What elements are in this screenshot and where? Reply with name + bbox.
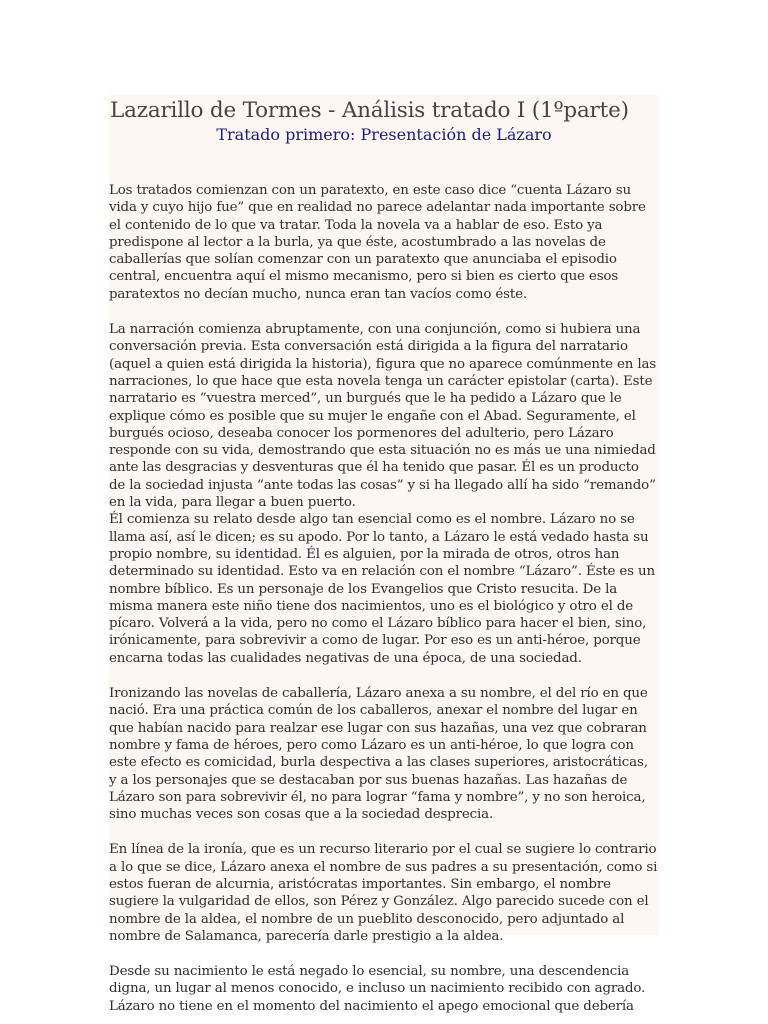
- document-page: [109, 95, 659, 1014]
- document-title: Lazarillo de Tormes - Análisis tratado I (1ºparte): [110, 98, 629, 123]
- document-body: [109, 182, 659, 1015]
- paragraph: La narración comienza abruptamente, con una conjunción, como si hubiera una conversación previa. Esta conversación está dirigida a la figura del narratario (aquel a quien está dirigida la historia), figura que no aparece comúnmente en las narraciones, lo que hace que esta novela tenga un carácter epistolar (carta). Este narratario es “vuestra merced”, un burgués que le ha pedido a Lázaro que le explique cómo es posible que su mujer le engañe con el Abad. Seguramente, el burgués ocioso, deseaba conocer los pormenores del adulterio, pero Lázaro responde con su vida, demostrando que esta situación no es más ue una nimiedad ante las desgracias y desventuras que él ha tenido que pasar. Él es un producto de la sociedad injusta “ante todas las cosas” y si ha llegado allí ha sido “remando” en la vida, para llegar a buen puerto.: [109, 322, 657, 511]
- paragraph: En línea de la ironía, que es un recurso literario por el cual se sugiere lo contrario a lo que se dice, Lázaro anexa el nombre de sus padres a su presentación, como si estos fueran de alcurnia, aristócratas importantes. Sin embargo, el nombre sugiere la vulgaridad de ellos, son Pérez y González. Algo parecido sucede con el nombre de la aldea, el nombre de un pueblito desconocido, pero adjuntado al nombre de Salamanca, parecería darle prestigio a la aldea.: [109, 842, 658, 944]
- paragraph: Desde su nacimiento le está negado lo esencial, su nombre, una descendencia digna, un lugar al menos conocido, e incluso un nacimiento recibido con agrado. Lázaro no tiene en el momento del nacimiento el apego emocional que debería: [109, 964, 646, 1014]
- paragraph: Los tratados comienzan con un paratexto, en este caso dice “cuenta Lázaro su vida y cuyo hijo fue” que en realidad no parece adelantar nada importante sobre el contenido de lo que va tratar. Toda la novela va a hablar de eso. Esto ya predispone al lector a la burla, ya que éste, acostumbrado a las novelas de caballerías que solían comenzar con un paratexto que anunciaba el episodio central, encuentra aquí el mismo mecanismo, pero si bien es cierto que esos paratextos no decían mucho, nunca eran tan vacíos como éste.: [109, 183, 646, 302]
- paragraph: Ironizando las novelas de caballería, Lázaro anexa a su nombre, el del río en que nació. Era una práctica común de los caballeros, anexar el nombre del lugar en que habían nacido para realzar ese lugar con sus hazañas, una vez que cobraran nombre y fama de héroes, pero como Lázaro es un anti-héroe, lo que logra con este efecto es comicidad, burla despectiva a las clases superiores, aristocráticas, y a los personajes que se destacaban por sus buenas hazañas. Las hazañas de Lázaro son para sobrevivir él, no para lograr “fama y nombre”, y no son heroica, sino muchas veces son cosas que a la sociedad desprecia.: [109, 686, 648, 823]
- paragraph: Él comienza su relato desde algo tan esencial como es el nombre. Lázaro no se llama así, así le dicen; es su apodo. Por lo tanto, a Lázaro le está vedado hasta su propio nombre, su identidad. Él es alguien, por la mirada de otros, otros han determinado su identidad. Esto va en relación con el nombre “Lázaro”. Éste es un nombre bíblico. Es un personaje de los Evangelios que Cristo resucita. De la misma manera este niño tiene dos nacimientos, uno es el biológico y otro el de pícaro. Volverá a la vida, pero no como el Lázaro bíblico para hacer el bien, sino, irónicamente, para sobrevivir a como de lugar. Por eso es un anti-héroe, porque encarna todas las cualidades negativas de una época, de una sociedad.: [109, 512, 655, 666]
- document-subtitle: Tratado primero: Presentación de Lázaro: [216, 125, 552, 144]
